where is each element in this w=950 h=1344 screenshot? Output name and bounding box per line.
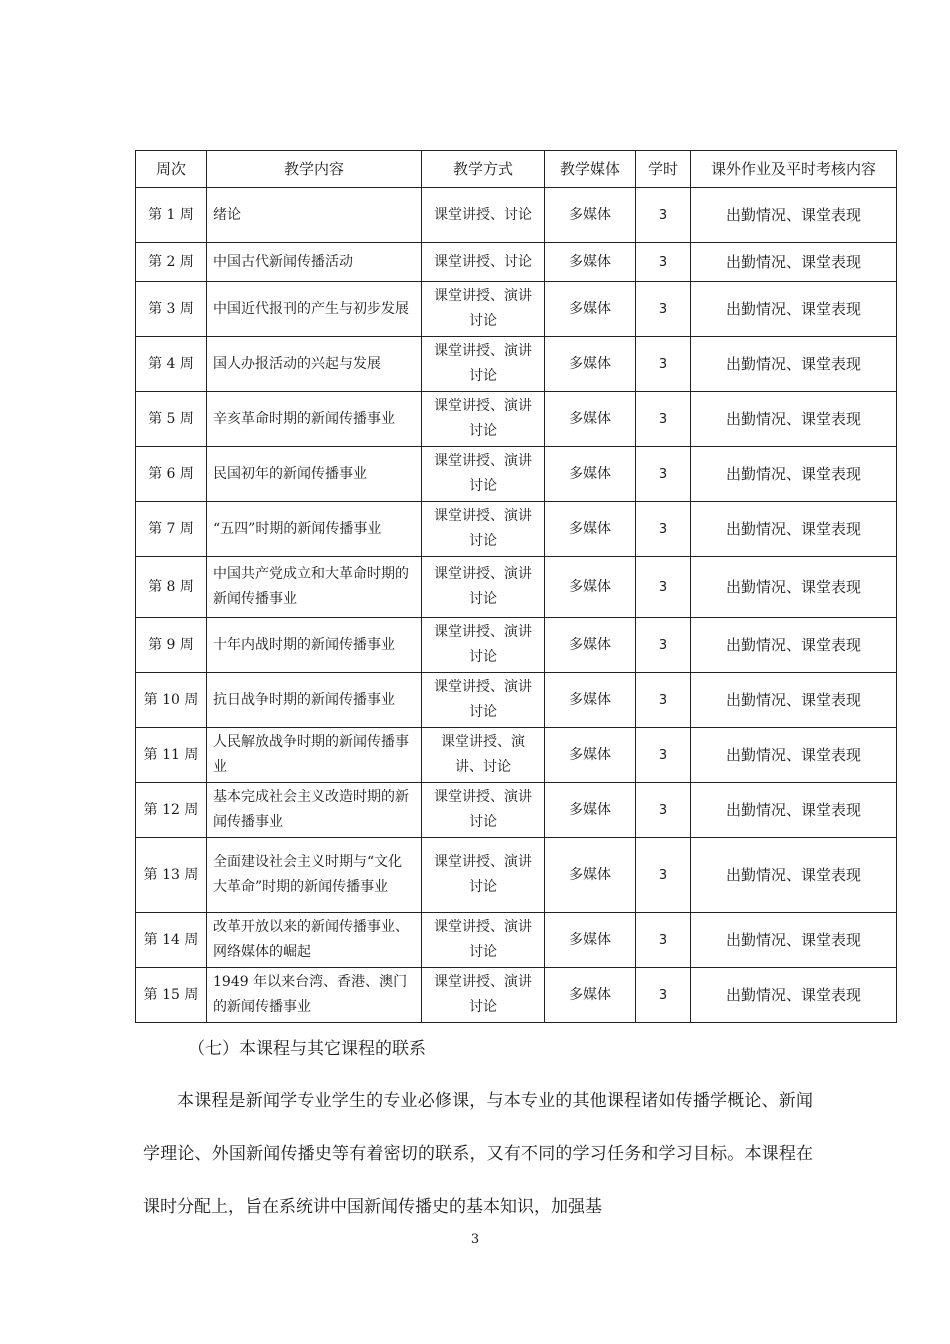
cell-assessment: 出勤情况、课堂表现 [691, 392, 897, 447]
table-row [136, 557, 897, 618]
cell-week: 第 5 周 [136, 392, 207, 447]
section-heading: （七）本课程与其它课程的联系 [188, 1039, 426, 1059]
cell-media: 多媒体 [545, 243, 636, 282]
cell-week: 第 8 周 [136, 557, 207, 618]
cell-method: 课堂讲授、演讲讨论 [422, 783, 545, 838]
cell-assessment: 出勤情况、课堂表现 [691, 447, 897, 502]
cell-assessment: 出勤情况、课堂表现 [691, 502, 897, 557]
cell-hours: 3 [636, 913, 691, 968]
cell-assessment: 出勤情况、课堂表现 [691, 243, 897, 282]
cell-media: 多媒体 [545, 673, 636, 728]
cell-content: 改革开放以来的新闻传播事业、网络媒体的崛起 [207, 913, 422, 968]
cell-method: 课堂讲授、讨论 [422, 188, 545, 243]
cell-hours: 3 [636, 728, 691, 783]
cell-media: 多媒体 [545, 337, 636, 392]
cell-media: 多媒体 [545, 392, 636, 447]
cell-media: 多媒体 [545, 618, 636, 673]
cell-week: 第 6 周 [136, 447, 207, 502]
table-row [136, 502, 897, 557]
cell-content: 中国共产党成立和大革命时期的新闻传播事业 [207, 557, 422, 618]
cell-week: 第 13 周 [136, 838, 207, 913]
cell-week: 第 11 周 [136, 728, 207, 783]
cell-method: 课堂讲授、演讲讨论 [422, 337, 545, 392]
table-row [136, 618, 897, 673]
table-row [136, 913, 897, 968]
cell-hours: 3 [636, 243, 691, 282]
cell-hours: 3 [636, 447, 691, 502]
cell-week: 第 1 周 [136, 188, 207, 243]
cell-hours: 3 [636, 557, 691, 618]
cell-assessment: 出勤情况、课堂表现 [691, 557, 897, 618]
table-row [136, 447, 897, 502]
cell-method: 课堂讲授、讨论 [422, 243, 545, 282]
cell-content: 中国近代报刊的产生与初步发展 [207, 282, 422, 337]
cell-assessment: 出勤情况、课堂表现 [691, 968, 897, 1023]
cell-hours: 3 [636, 618, 691, 673]
cell-media: 多媒体 [545, 282, 636, 337]
cell-assessment: 出勤情况、课堂表现 [691, 282, 897, 337]
cell-week: 第 7 周 [136, 502, 207, 557]
cell-method: 课堂讲授、演讲讨论 [422, 968, 545, 1023]
cell-hours: 3 [636, 337, 691, 392]
cell-week: 第 9 周 [136, 618, 207, 673]
cell-method: 课堂讲授、演讲讨论 [422, 447, 545, 502]
cell-method: 课堂讲授、演讲讨论 [422, 618, 545, 673]
cell-media: 多媒体 [545, 968, 636, 1023]
cell-hours: 3 [636, 673, 691, 728]
cell-assessment: 出勤情况、课堂表现 [691, 188, 897, 243]
cell-assessment: 出勤情况、课堂表现 [691, 618, 897, 673]
header-method: 教学方式 [422, 151, 545, 188]
cell-method: 课堂讲授、演讲讨论 [422, 673, 545, 728]
cell-media: 多媒体 [545, 447, 636, 502]
cell-content: 国人办报活动的兴起与发展 [207, 337, 422, 392]
cell-content: 抗日战争时期的新闻传播事业 [207, 673, 422, 728]
cell-week: 第 10 周 [136, 673, 207, 728]
cell-hours: 3 [636, 968, 691, 1023]
cell-hours: 3 [636, 188, 691, 243]
header-content: 教学内容 [207, 151, 422, 188]
section-paragraph: 本课程是新闻学专业学生的专业必修课，与本专业的其他课程诸如传播学概论、新闻学理论、外国新闻传播史等有着密切的联系，又有不同的学习任务和学习目标。本课程在课时分配上，旨在系统讲中国新闻传播史的基本知识，加强基 [143, 1091, 813, 1217]
cell-week: 第 14 周 [136, 913, 207, 968]
cell-content: 十年内战时期的新闻传播事业 [207, 618, 422, 673]
cell-method: 课堂讲授、演讲讨论 [422, 913, 545, 968]
cell-assessment: 出勤情况、课堂表现 [691, 783, 897, 838]
teaching-schedule-table [135, 150, 897, 1023]
table-header-row [136, 151, 897, 188]
cell-assessment: 出勤情况、课堂表现 [691, 838, 897, 913]
cell-media: 多媒体 [545, 838, 636, 913]
cell-assessment: 出勤情况、课堂表现 [691, 337, 897, 392]
cell-hours: 3 [636, 282, 691, 337]
cell-media: 多媒体 [545, 557, 636, 618]
table-row [136, 282, 897, 337]
header-week: 周次 [136, 151, 207, 188]
cell-week: 第 12 周 [136, 783, 207, 838]
table-row [136, 838, 897, 913]
cell-content: 全面建设社会主义时期与“文化大革命”时期的新闻传播事业 [207, 838, 422, 913]
cell-hours: 3 [636, 502, 691, 557]
cell-assessment: 出勤情况、课堂表现 [691, 913, 897, 968]
header-media: 教学媒体 [545, 151, 636, 188]
table-row [136, 392, 897, 447]
table-row [136, 968, 897, 1023]
cell-assessment: 出勤情况、课堂表现 [691, 728, 897, 783]
cell-media: 多媒体 [545, 502, 636, 557]
cell-method: 课堂讲授、演讲讨论 [422, 282, 545, 337]
table-row [136, 188, 897, 243]
cell-media: 多媒体 [545, 913, 636, 968]
header-hours: 学时 [636, 151, 691, 188]
cell-content: 中国古代新闻传播活动 [207, 243, 422, 282]
cell-content: 基本完成社会主义改造时期的新闻传播事业 [207, 783, 422, 838]
table-row [136, 673, 897, 728]
cell-hours: 3 [636, 392, 691, 447]
cell-content: 人民解放战争时期的新闻传播事业 [207, 728, 422, 783]
cell-hours: 3 [636, 783, 691, 838]
table-row [136, 243, 897, 282]
cell-content: 绪论 [207, 188, 422, 243]
cell-hours: 3 [636, 838, 691, 913]
cell-week: 第 3 周 [136, 282, 207, 337]
cell-content: 民国初年的新闻传播事业 [207, 447, 422, 502]
cell-media: 多媒体 [545, 783, 636, 838]
cell-week: 第 2 周 [136, 243, 207, 282]
table-row [136, 728, 897, 783]
cell-week: 第 15 周 [136, 968, 207, 1023]
cell-method: 课堂讲授、演讲讨论 [422, 838, 545, 913]
cell-week: 第 4 周 [136, 337, 207, 392]
cell-content: 辛亥革命时期的新闻传播事业 [207, 392, 422, 447]
cell-media: 多媒体 [545, 188, 636, 243]
cell-content: “五四”时期的新闻传播事业 [207, 502, 422, 557]
header-assessment: 课外作业及平时考核内容 [691, 151, 897, 188]
cell-method: 课堂讲授、演讲讨论 [422, 502, 545, 557]
cell-method: 课堂讲授、演讲讨论 [422, 557, 545, 618]
table-row [136, 337, 897, 392]
cell-method: 课堂讲授、演讲、讨论 [422, 728, 545, 783]
cell-content: 1949 年以来台湾、香港、澳门的新闻传播事业 [207, 968, 422, 1023]
cell-assessment: 出勤情况、课堂表现 [691, 673, 897, 728]
table-row [136, 783, 897, 838]
cell-media: 多媒体 [545, 728, 636, 783]
page-number: 3 [470, 1232, 480, 1247]
cell-method: 课堂讲授、演讲讨论 [422, 392, 545, 447]
